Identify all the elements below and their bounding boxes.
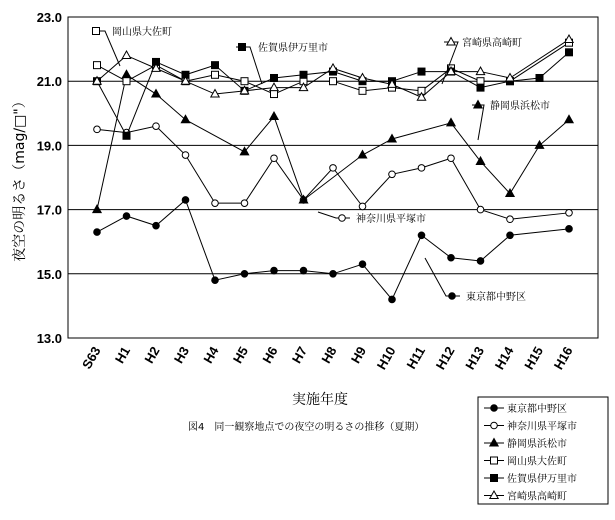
- data-point-tokyo-nakano: [123, 213, 130, 220]
- data-point-shizuoka-hamamatsu: [93, 205, 101, 213]
- x-tick-label: H4: [200, 344, 222, 366]
- data-point-kanagawa-hiratsuka: [330, 165, 337, 172]
- y-tick-label: 23.0: [36, 10, 62, 25]
- data-point-tokyo-nakano: [182, 197, 189, 204]
- legend-marker: [491, 457, 498, 464]
- data-point-saga-imari: [212, 62, 219, 69]
- legend: [478, 397, 608, 504]
- data-point-okayama-osa: [123, 78, 130, 85]
- x-tick-label: H12: [432, 344, 458, 373]
- x-tick-label: H7: [288, 344, 311, 366]
- legend-label: 静岡県浜松市: [507, 439, 567, 450]
- data-point-tokyo-nakano: [477, 258, 484, 265]
- annotation-marker-miyazaki-takazaki: [447, 38, 455, 46]
- data-point-kanagawa-hiratsuka: [389, 171, 396, 178]
- data-point-kanagawa-hiratsuka: [153, 123, 160, 130]
- data-point-tokyo-nakano: [507, 232, 514, 239]
- x-tick-label: H2: [141, 344, 163, 366]
- data-point-tokyo-nakano: [359, 261, 366, 268]
- data-point-saga-imari: [536, 74, 543, 81]
- data-point-miyazaki-takazaki: [122, 51, 130, 59]
- y-tick-label: 17.0: [36, 202, 62, 218]
- annotation-leader-shizuoka-hamamatsu: [472, 105, 484, 140]
- data-point-kanagawa-hiratsuka: [212, 200, 219, 207]
- data-point-kanagawa-hiratsuka: [271, 155, 278, 162]
- data-point-miyazaki-takazaki: [476, 67, 484, 75]
- x-tick-label: H13: [462, 344, 488, 373]
- data-point-tokyo-nakano: [300, 267, 307, 274]
- data-point-shizuoka-hamamatsu: [152, 90, 160, 98]
- data-point-shizuoka-hamamatsu: [535, 141, 543, 149]
- x-tick-label: H14: [491, 344, 517, 373]
- annotation-label-tokyo-nakano: 東京都中野区: [466, 292, 526, 303]
- data-point-tokyo-nakano: [418, 232, 425, 239]
- data-point-tokyo-nakano: [94, 229, 101, 236]
- data-point-saga-imari: [566, 49, 573, 56]
- data-point-shizuoka-hamamatsu: [122, 70, 130, 78]
- data-point-tokyo-nakano: [389, 296, 396, 303]
- x-tick-label: H11: [403, 344, 429, 372]
- annotation-label-shizuoka-hamamatsu: 静岡県浜松市: [490, 101, 550, 112]
- annotation-marker-kanagawa-hiratsuka: [339, 215, 346, 222]
- x-tick-label: H8: [318, 344, 340, 366]
- data-point-okayama-osa: [271, 91, 278, 98]
- legend-marker: [491, 405, 498, 412]
- y-tick-label: 21.0: [36, 74, 62, 90]
- data-point-tokyo-nakano: [212, 277, 219, 284]
- annotation-label-saga-imari: 佐賀県伊万里市: [258, 43, 328, 54]
- x-tick-label: H15: [521, 344, 547, 373]
- data-point-saga-imari: [477, 84, 484, 91]
- chart-caption: 図4 同一観察地点での夜空の明るさの推移（夏期）: [188, 422, 425, 433]
- data-point-shizuoka-hamamatsu: [447, 118, 455, 126]
- data-point-tokyo-nakano: [448, 254, 455, 261]
- legend-label: 神奈川県平塚市: [507, 421, 577, 433]
- legend-marker: [491, 475, 498, 482]
- series-line-shizuoka-hamamatsu: [97, 75, 569, 210]
- annotation-label-okayama-osa: 岡山県大佐町: [112, 27, 172, 38]
- data-point-shizuoka-hamamatsu: [358, 151, 366, 159]
- data-point-tokyo-nakano: [330, 271, 337, 278]
- legend-label: 佐賀県伊万里市: [507, 474, 577, 485]
- legend-label: 宮崎県高崎町: [507, 491, 567, 503]
- data-point-saga-imari: [123, 132, 130, 139]
- y-axis-title: 夜空の明るさ（mag/□"）: [12, 94, 28, 262]
- annotation-marker-saga-imari: [239, 44, 246, 51]
- data-point-okayama-osa: [330, 78, 337, 85]
- data-point-kanagawa-hiratsuka: [359, 203, 366, 210]
- data-point-miyazaki-takazaki: [270, 83, 278, 91]
- data-point-shizuoka-hamamatsu: [181, 115, 189, 123]
- series-saga-imari: [94, 49, 573, 139]
- x-tick-label: H6: [259, 344, 281, 366]
- x-tick-label: H5: [229, 344, 252, 366]
- data-point-saga-imari: [300, 71, 307, 78]
- data-point-kanagawa-hiratsuka: [94, 126, 101, 133]
- x-axis-title: 実施年度: [292, 392, 348, 408]
- data-point-okayama-osa: [359, 87, 366, 94]
- annotation-label-miyazaki-takazaki: 宮崎県高崎町: [462, 38, 522, 49]
- data-point-tokyo-nakano: [153, 222, 160, 229]
- annotation-marker-tokyo-nakano: [449, 293, 456, 300]
- data-point-kanagawa-hiratsuka: [566, 210, 573, 217]
- data-point-kanagawa-hiratsuka: [477, 206, 484, 213]
- data-point-kanagawa-hiratsuka: [182, 152, 189, 159]
- data-point-tokyo-nakano: [271, 267, 278, 274]
- data-point-kanagawa-hiratsuka: [448, 155, 455, 162]
- data-point-shizuoka-hamamatsu: [270, 112, 278, 120]
- annotation-label-kanagawa-hiratsuka: 神奈川県平塚市: [356, 214, 426, 225]
- y-tick-label: 15.0: [36, 266, 62, 282]
- series-line-kanagawa-hiratsuka: [97, 126, 569, 219]
- data-point-okayama-osa: [94, 62, 101, 69]
- y-tick-label: 13.0: [36, 331, 62, 346]
- data-point-saga-imari: [271, 74, 278, 81]
- x-tick-label: H9: [347, 344, 370, 366]
- data-point-tokyo-nakano: [241, 271, 248, 278]
- x-tick-label: S63: [79, 344, 104, 372]
- legend-marker: [491, 422, 498, 429]
- data-point-saga-imari: [418, 68, 425, 75]
- annotation-marker-shizuoka-hamamatsu: [474, 101, 482, 109]
- data-point-kanagawa-hiratsuka: [418, 165, 425, 172]
- data-point-kanagawa-hiratsuka: [507, 216, 514, 223]
- x-tick-label: H16: [550, 344, 576, 373]
- data-point-okayama-osa: [241, 78, 248, 85]
- legend-label: 岡山県大佐町: [507, 456, 567, 468]
- legend-label: 東京都中野区: [507, 404, 567, 415]
- series-kanagawa-hiratsuka: [94, 123, 573, 223]
- annotation-leader-tokyo-nakano: [425, 258, 460, 296]
- x-tick-label: H10: [373, 344, 399, 373]
- data-point-kanagawa-hiratsuka: [241, 200, 248, 207]
- x-tick-label: H1: [111, 344, 134, 366]
- y-tick-label: 19.0: [36, 138, 62, 154]
- series-tokyo-nakano: [94, 197, 573, 303]
- data-point-shizuoka-hamamatsu: [565, 115, 573, 123]
- annotation-marker-okayama-osa: [93, 28, 100, 35]
- x-tick-label: H3: [170, 344, 193, 366]
- data-point-tokyo-nakano: [566, 226, 573, 233]
- series-shizuoka-hamamatsu: [93, 70, 573, 212]
- data-point-okayama-osa: [212, 71, 219, 78]
- annotation-leader-miyazaki-takazaki: [442, 42, 458, 84]
